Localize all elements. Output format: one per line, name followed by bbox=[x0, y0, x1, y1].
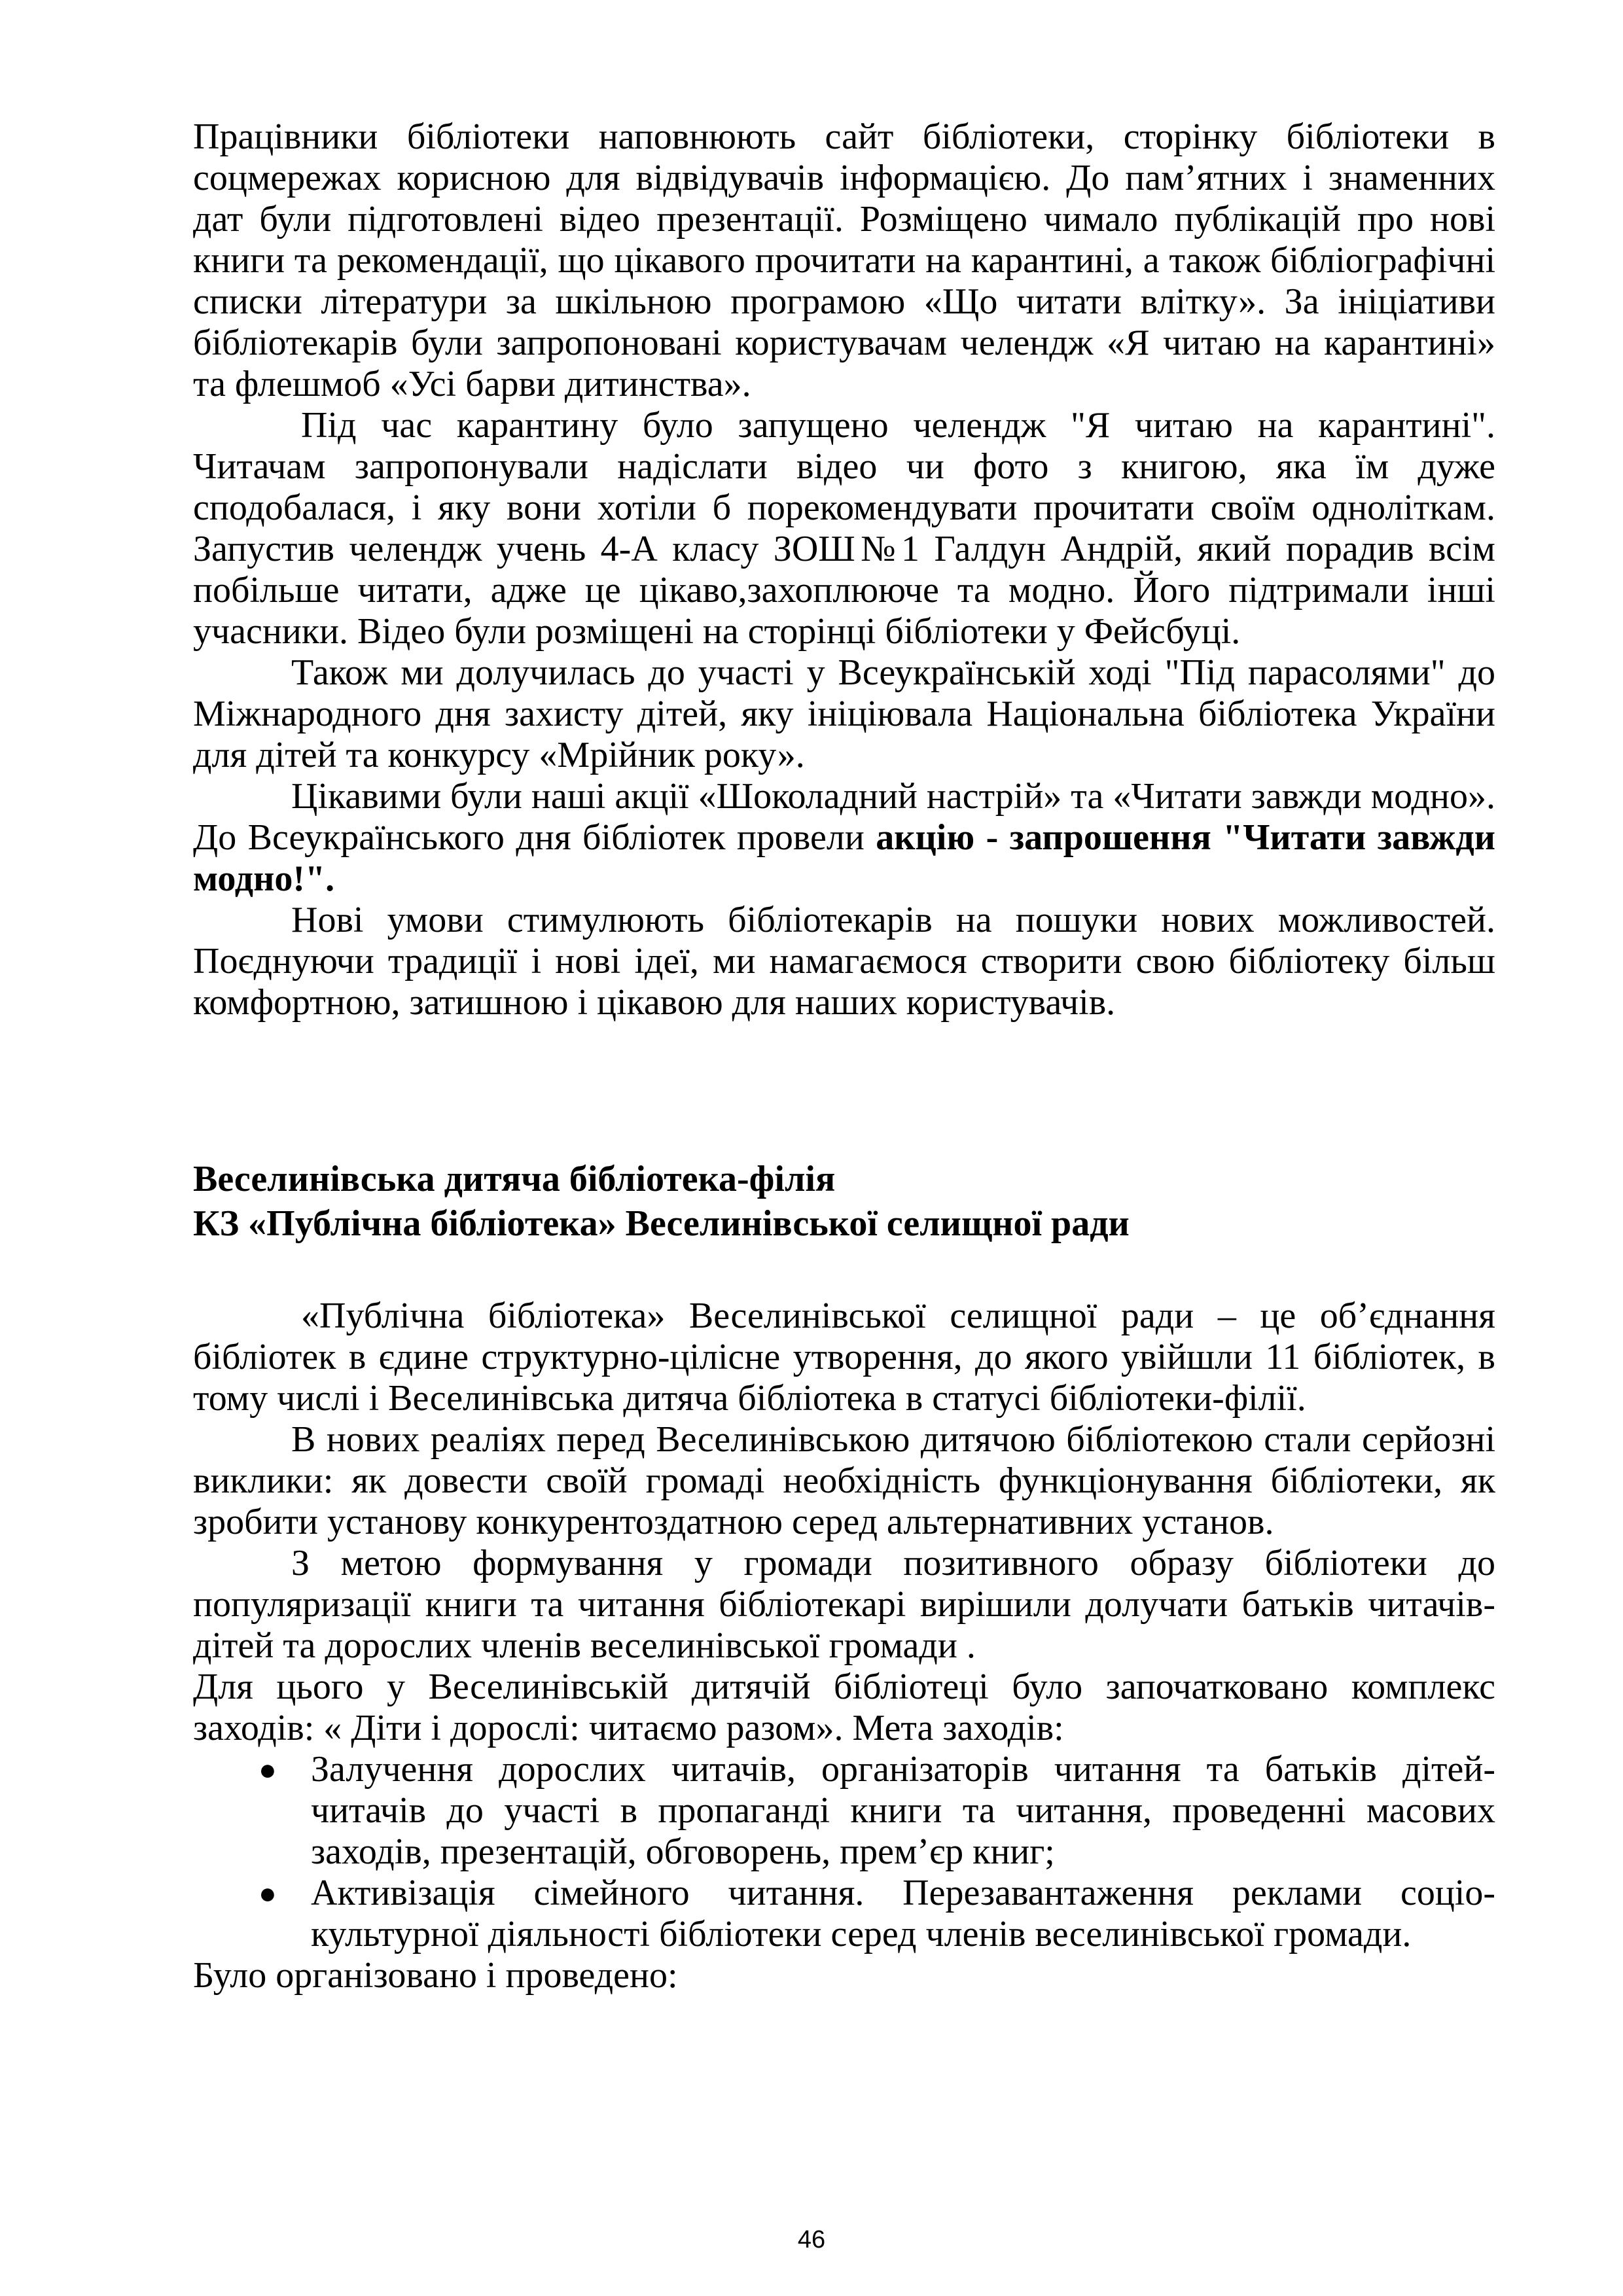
goals-list bbox=[193, 1749, 1495, 1955]
paragraph-public-library: «Публічна бібліотека» Веселинівської селищної ради – це об’єднання бібліотек в єдине структурно-цілісне утворення, до якого увійшли 11 бібліотек, в тому числі і Веселинівська дитяча бібліотека в статусі бібліотеки-філії. bbox=[193, 1296, 1495, 1419]
bullet-icon: ● bbox=[259, 1753, 277, 1786]
list-item bbox=[193, 1873, 1495, 1955]
heading-line-2: КЗ «Публічна бібліотека» Веселинівської селищної ради bbox=[193, 1203, 1130, 1244]
paragraph-complex-measures: Для цього у Веселинівській дитячій бібліотеці було започатковано комплекс заходів: « Діти і дорослі: читаємо разом». Мета заходів: bbox=[193, 1667, 1495, 1748]
paragraph-positive-image: З метою формування у громади позитивного образу бібліотеки до популяризації книги та читання бібліотекарі вирішили долучати батьків читачів-дітей та дорослих членів веселинівської громади . bbox=[193, 1543, 1495, 1666]
paragraph-organized: Було організовано і проведено: bbox=[193, 1955, 678, 1996]
paragraph-new-conditions: Нові умови стимулюють бібліотекарів на пошуки нових можливостей. Поєднуючи традиції і нові ідеї, ми намагаємося створити свою бібліотеку більш комфортною, затишною і цікавою для наших користувачів. bbox=[193, 900, 1495, 1023]
paragraph-actions bbox=[193, 776, 1495, 900]
list-item bbox=[193, 1749, 1495, 1873]
section-library-activities bbox=[193, 116, 1495, 1023]
paragraph-challenge: Під час карантину було запущено челендж "Я читаю на карантині". Читачам запропонували надіслати відео чи фото з книгою, яка їм дуже сподобалася, і яку вони хотіли б порекомендувати прочитати своїм одноліткам. Запустив челендж учень 4-А класу ЗОШ№1 Галдун Андрій, який порадив всім побільше читати, адже це цікаво,захоплююче та модно. Його підтримали інші учасники. Відео були розміщені на сторінці бібліотеки у Фейсбуці. bbox=[193, 405, 1495, 652]
page-number: 46 bbox=[797, 2226, 826, 2253]
paragraph-new-realities: В нових реаліях перед Веселинівською дитячою бібліотекою стали серйозні виклики: як довести своїй громаді необхідність функціонування бібліотеки, як зробити установу конкурентоздатною серед альтернативних установ. bbox=[193, 1419, 1495, 1542]
list-item-text: Залучення дорослих читачів, організаторів читання та батьків дітей-читачів до участі в пропаганді книги та читання, проведенні масових заходів, презентацій, обговорень, прем’єр книг; bbox=[311, 1749, 1495, 1872]
heading-line-1: Веселинівська дитяча бібліотека-філія bbox=[193, 1159, 836, 1199]
actions-text: Цікавими були наші акції «Шоколадний настрій» та «Читати завжди модно». До Всеукраїнського дня бібліотек провели bbox=[193, 776, 1495, 858]
section-veselynivska-library bbox=[193, 1296, 1495, 1996]
paragraph-social-media: Працівники бібліотеки наповнюють сайт бібліотеки, сторінку бібліотеки в соцмережах корисною для відвідувачів інформацією. До пам’ятних і знаменних дат були підготовлені відео презентації. Розміщено чимало публікацій про нові книги та рекомендації, що цікавого прочитати на карантині, а також бібліографічні списки літератури за шкільною програмою «Що читати влітку». За ініціативи бібліотекарів були запропоновані користувачам челендж «Я читаю на карантині» та флешмоб «Усі барви дитинства». bbox=[193, 116, 1495, 404]
section-heading bbox=[193, 1157, 1495, 1246]
actions-bold-text: акцію - запрошення "Читати завжди модно!". bbox=[193, 817, 1495, 899]
list-item-text: Активізація сімейного читання. Перезавантаження реклами соціо-культурної діяльності бібліотеки серед членів веселинівської громади. bbox=[311, 1873, 1495, 1954]
bullet-icon: ● bbox=[259, 1877, 277, 1910]
paragraph-umbrellas-march: Також ми долучилась до участі у Всеукраїнській ході "Під парасолями" до Міжнародного дня захисту дітей, яку ініціювала Національна бібліотека України для дітей та конкурсу «Мрійник року». bbox=[193, 652, 1495, 775]
